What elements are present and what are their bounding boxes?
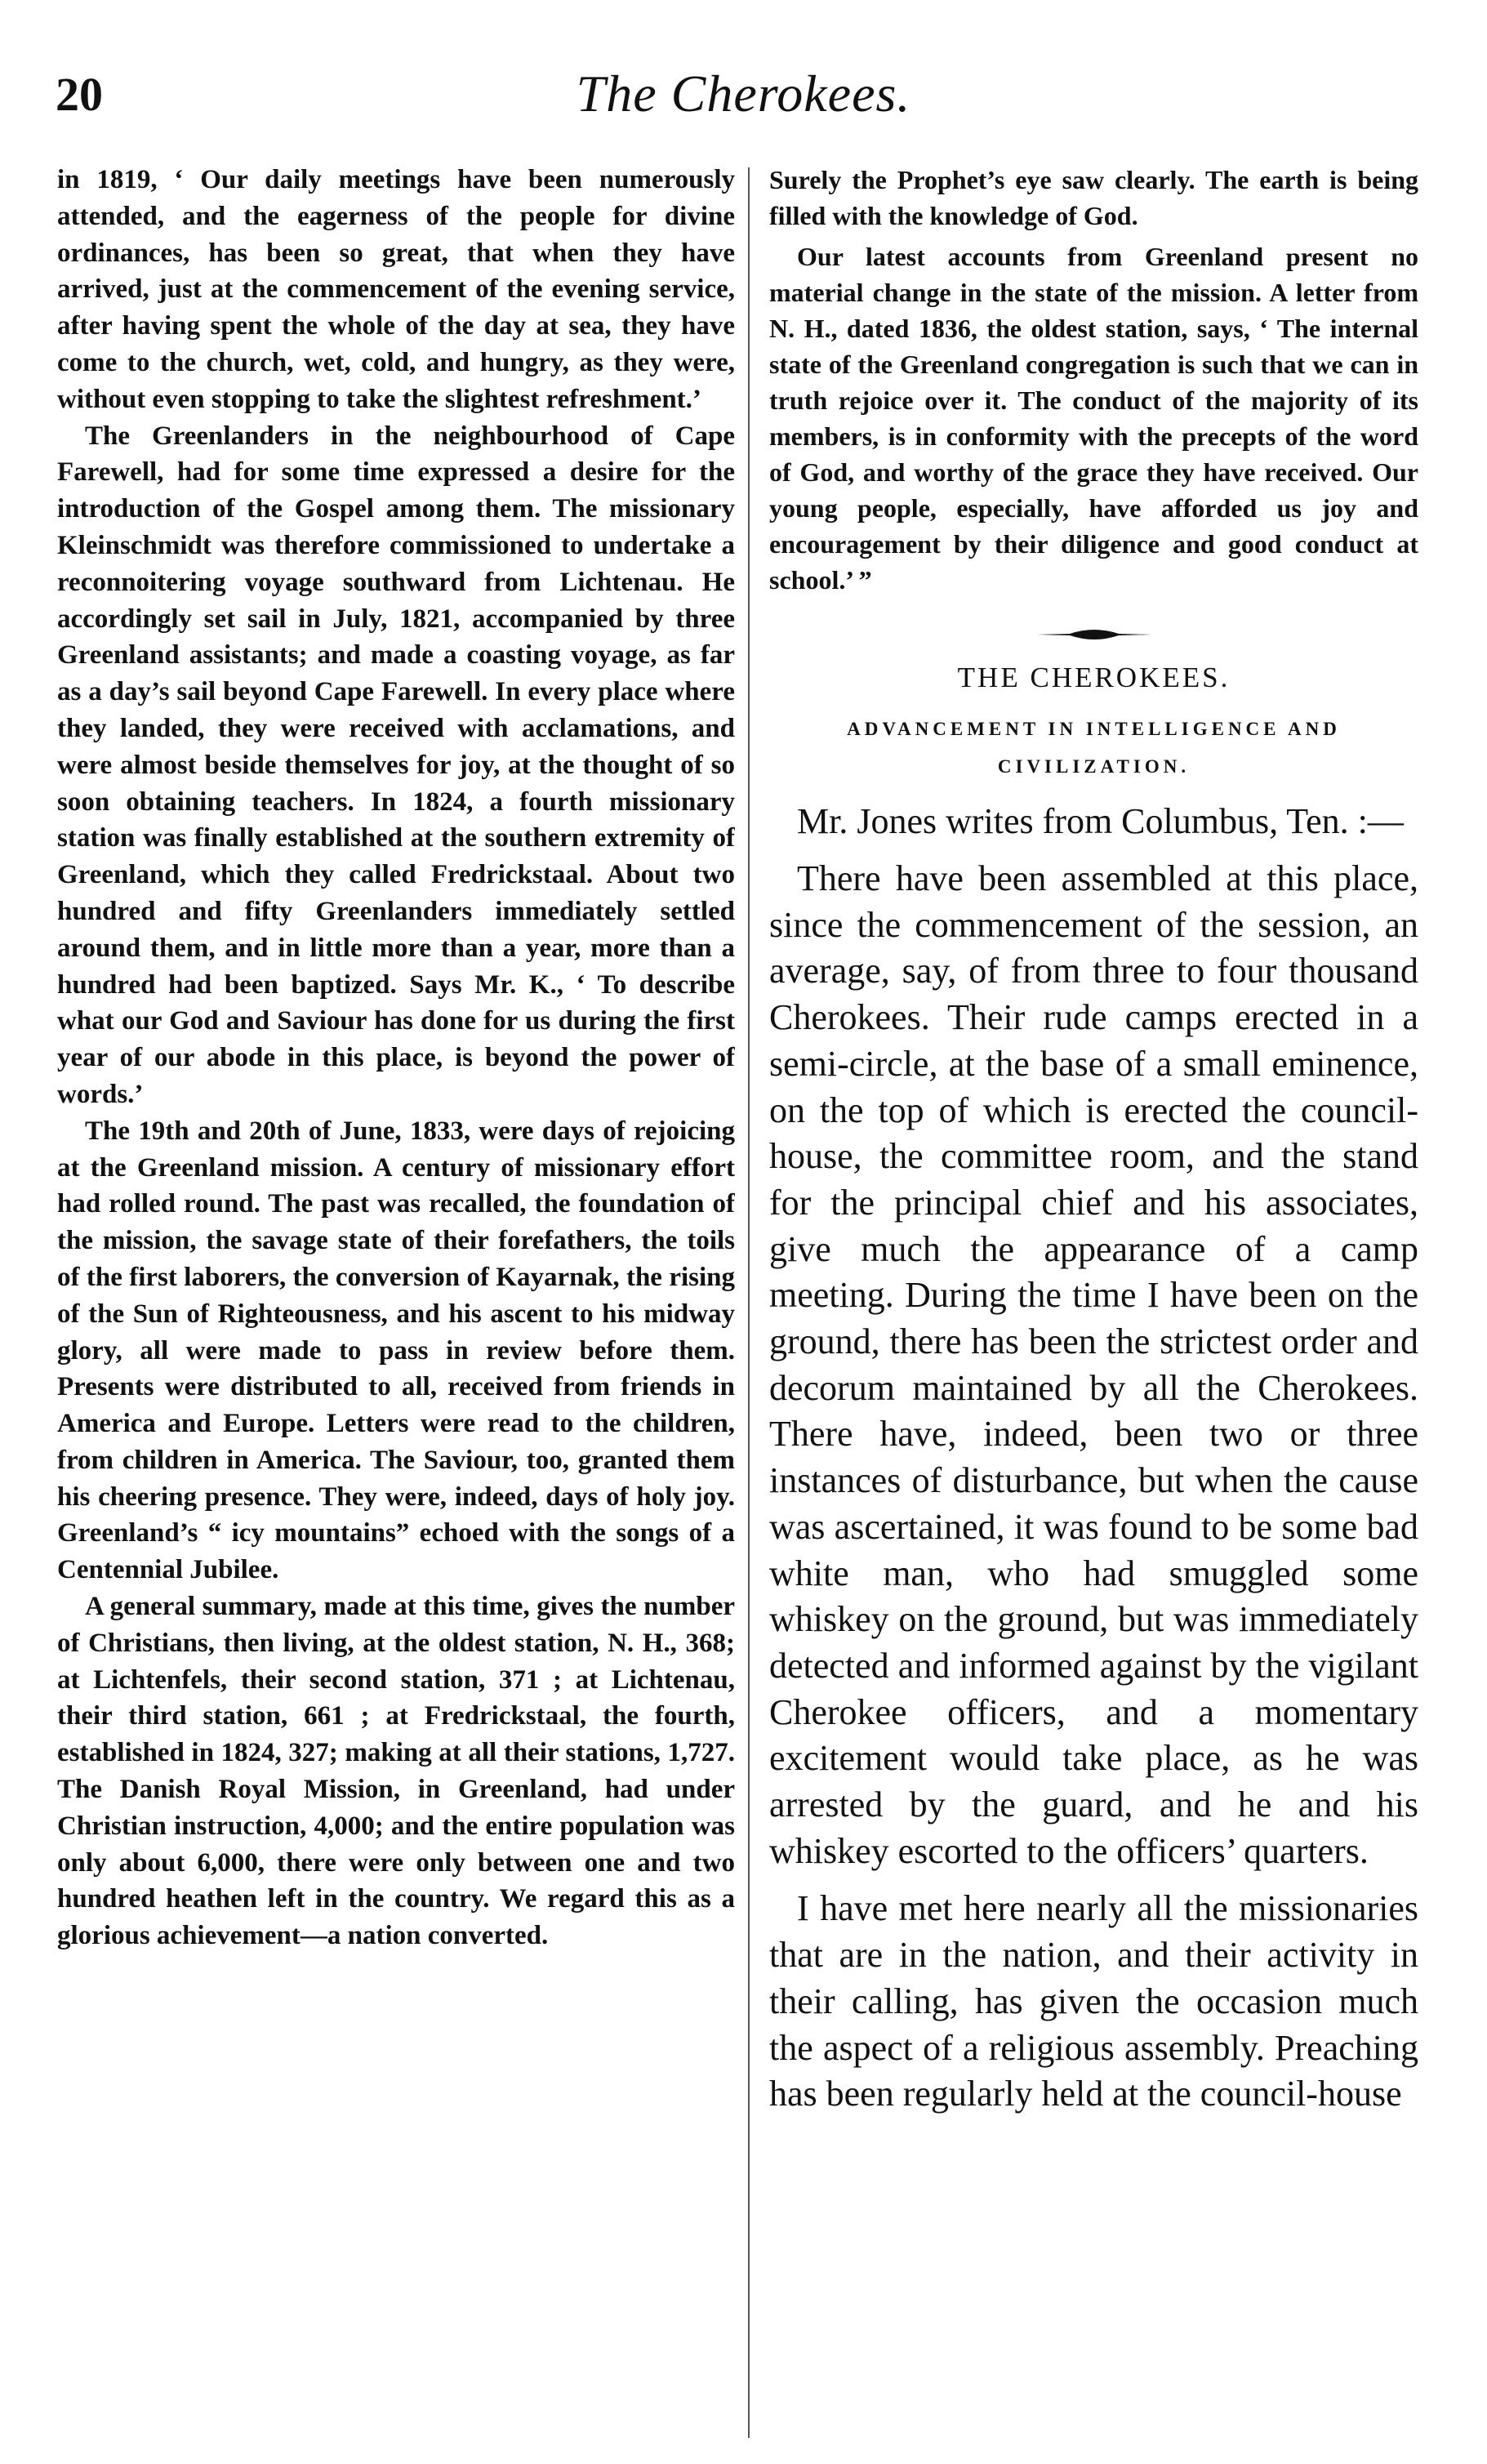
paragraph: A general summary, made at this time, gives the number of Christians, then living, at the oldest station, N. H., 368; at Lichtenfels, their second station, 371 ; at Lichtenau, their third station, 661 ; at Fredrickstaal, the fourth, established in 1824, 327; making at all their stations, 1,727. The Danish Royal Mission, in Greenland, had under Christian instruction, 4,000; and the entire population was only about 6,000, there were only between one and two hundred heathen left in the country. We regard this as a glorious achievement—a nation converted. <box>57 1592 735 1951</box>
page-number: 20 <box>56 68 103 121</box>
paragraph: I have met here nearly all the missionaries that are in the nation, and their activity in their calling, has given the occasion much the aspect of a religious assembly. Preaching has been regularly held at the council-house <box>769 1888 1418 2114</box>
right-column <box>769 162 1418 2440</box>
column-divider <box>748 167 750 2438</box>
paragraph: Our latest accounts from Greenland present no material change in the state of the mission. A letter from N. H., dated 1836, the oldest station, says, ‘ The internal state of the Greenland congregation is such that we can in truth rejoice over it. The conduct of the majority of its members, is in conformity with the precepts of the word of God, and worthy of the grace they have received. Our young people, especially, have afforded us joy and encouragement by their diligence and good conduct at school.’ ” <box>769 242 1418 595</box>
section-subtitle: ADVANCEMENT IN INTELLIGENCE AND CIVILIZATION. <box>847 719 1341 777</box>
left-column <box>57 162 735 2440</box>
paragraph: There have been assembled at this place, since the commencement of the session, an average, say, of from three to four thousand Cherokees. Their rude camps erected in a semi-circle, at the base of a small eminence, on the top of which is erected the council-house, the committee room, and the stand for the principal chief and his associates, give much the appearance of a camp meeting. During the time I have been on the ground, there has been the strictest order and decorum maintained by all the Cherokees. There have, indeed, been two or three instances of disturbance, but when the cause was ascertained, it was found to be some bad white man, who had smuggled some whiskey on the ground, but was immediately detected and informed against by the vigilant Cherokee officers, and a momentary excitement would take place, as he was arrested by the guard, and he and his whiskey escorted to the officers’ quarters. <box>769 858 1418 1871</box>
paragraph: Surely the Prophet’s eye saw clearly. The earth is being filled with the knowledge of God. <box>769 165 1418 230</box>
section-title: THE CHEROKEES. <box>957 662 1231 693</box>
paragraph: in 1819, ‘ Our daily meetings have been numerously attended, and the eagerness of the people for divine ordinances, has been so great, that when they have arrived, just at the commencement of the evening service, after having spent the whole of the day at sea, they have come to the church, wet, cold, and hungry, as they were, without even stopping to take the slightest refreshment.’ <box>57 165 735 414</box>
paragraph: The 19th and 20th of June, 1833, were days of rejoicing at the Greenland mission. A century of missionary effort had rolled round. The past was recalled, the foundation of the mission, the savage state of their forefathers, the toils of the first laborers, the conversion of Kayarnak, the rising of the Sun of Righteousness, and his ascent to his midway glory, all were made to pass in review before them. Presents were distributed to all, received from friends in America and Europe. Letters were read to the children, from children in America. The Saviour, too, granted them his cheering presence. They were, indeed, days of holy joy. Greenland’s “ icy mountains” echoed with the songs of a Centennial Jubilee. <box>57 1116 735 1585</box>
ornament-divider-icon <box>1037 626 1151 644</box>
running-title: The Cherokees. <box>576 65 911 123</box>
lead-line: Mr. Jones writes from Columbus, Ten. :— <box>797 801 1404 841</box>
paragraph: The Greenlanders in the neighbourhood of Cape Farewell, had for some time expressed a desire for the introduction of the Gospel among them. The missionary Kleinschmidt was therefore commissioned to undertake a reconnoitering voyage southward from Lichtenau. He accordingly set sail in July, 1821, accompanied by three Greenland assistants; and made a coasting voyage, as far as a day’s sail beyond Cape Farewell. In every place where they landed, they were received with acclamations, and were almost beside themselves for joy, at the thought of so soon obtaining teachers. In 1824, a fourth missionary station was finally established at the southern extremity of Greenland, which they called Fredrickstaal. About two hundred and fifty Greenlanders immediately settled around them, and in little more than a year, more than a hundred had been baptized. Says Mr. K., ‘ To describe what our God and Saviour has done for us during the first year of our abode in this place, is beyond the power of words.’ <box>57 421 735 1109</box>
page-header <box>0 0 1487 147</box>
